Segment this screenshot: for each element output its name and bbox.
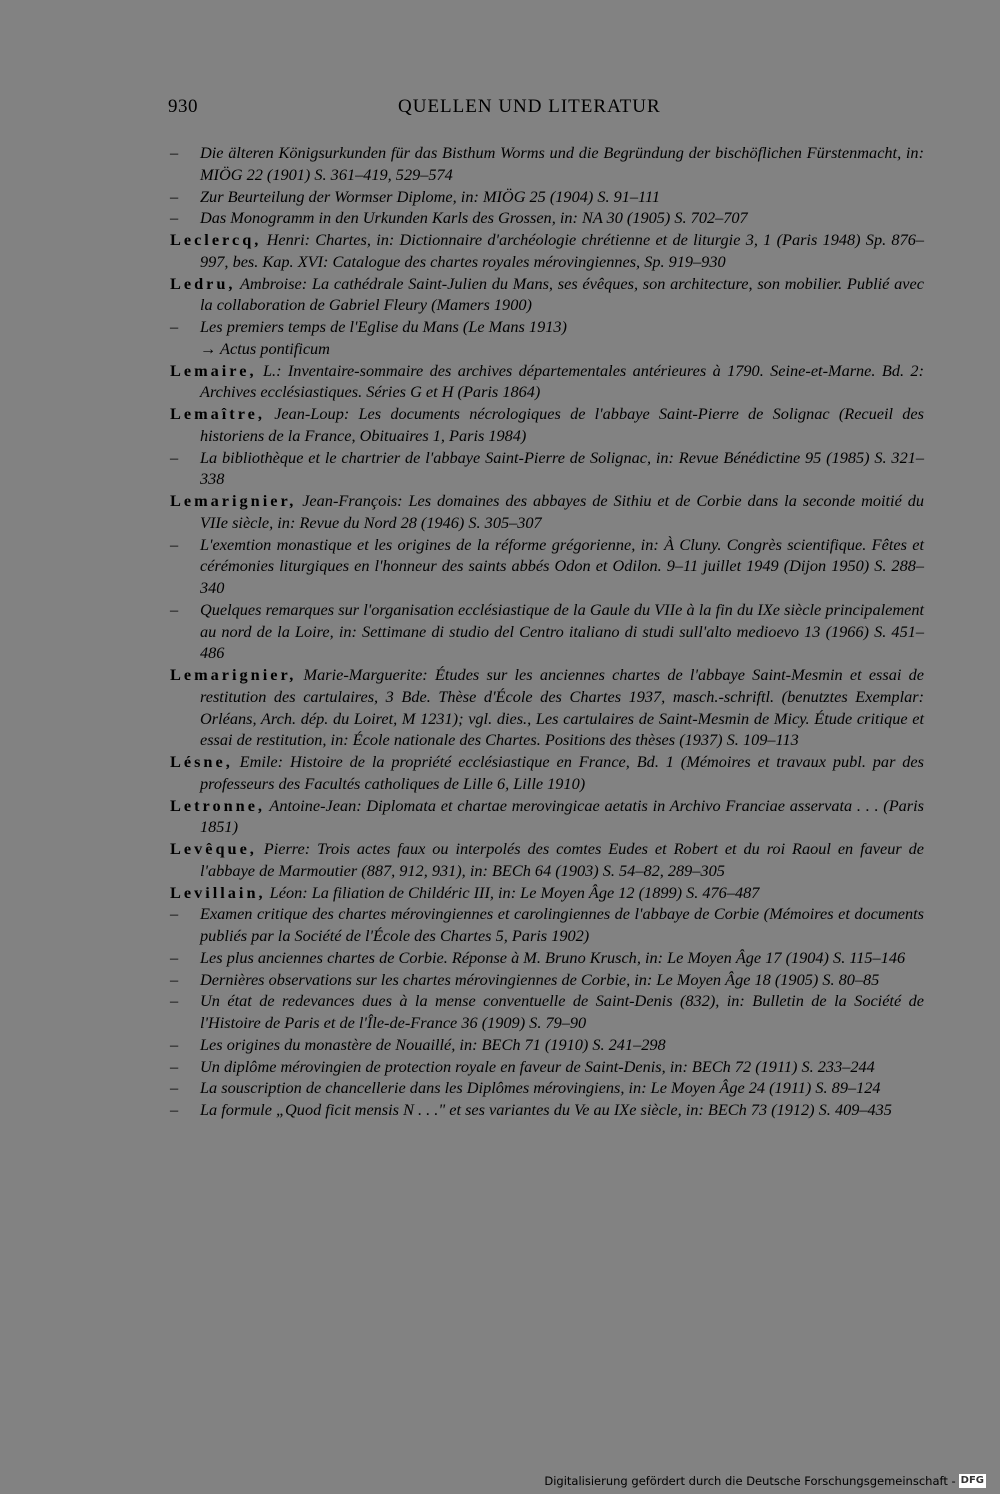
dfg-logo: DFG — [960, 1475, 984, 1486]
author-name: Lemaire, — [170, 360, 257, 380]
bibliography-entry — [170, 273, 924, 317]
bibliography-entry — [170, 338, 924, 360]
dash-marker: – — [170, 947, 179, 967]
entry-text: Un état de redevances dues à la mense conventuelle de Saint-Denis (832), in: Bulletin de la Société de l'Histoire de Paris et de l'Île-de-France 36 (1909) S. 79–90 — [200, 991, 924, 1032]
author-name: Levêque, — [170, 839, 257, 858]
entry-text: L.: Inventaire-sommaire des archives départementales antérieures à 1790. Seine-et-Marne. Bd. 2: Archives ecclésiastiques. Séries G et H (Paris 1864) — [200, 360, 924, 402]
bibliography-entry — [170, 969, 924, 991]
bibliography-entry — [170, 403, 924, 447]
bibliography-entry — [170, 751, 924, 795]
bibliography-entry — [170, 229, 924, 273]
entry-text: Jean-Loup: Les documents nécrologiques de l'abbaye Saint-Pierre de Solignac (Recueil des historiens de la France, Obituaires 1, Paris 1984) — [200, 404, 924, 445]
author-name: Levillain, — [170, 882, 266, 902]
entry-text: La formule „Quod ficit mensis N . . ." et ses variantes du Ve au IXe siècle, in: BECh 73 (1912) S. 409–435 — [200, 1100, 892, 1119]
entry-text: Examen critique des chartes mérovingiennes et carolingiennes de l'abbaye de Corbie (Mémoires et documents publiés par la Société de l'École des Chartes 5, Paris 1902) — [200, 904, 924, 945]
dash-marker: – — [170, 991, 179, 1011]
bibliography-entry — [170, 947, 924, 969]
dash-marker: – — [170, 447, 179, 467]
dash-marker: – — [170, 1078, 179, 1098]
bibliography-entry — [170, 360, 924, 404]
bibliography-entry — [170, 990, 924, 1034]
dash-marker: – — [170, 1034, 179, 1054]
bibliography-entry — [170, 186, 924, 208]
entry-text: Die älteren Königsurkunden für das Bisthum Worms und die Begründung der bischöflichen Fürstenmacht, in: MIÖG 22 (1901) S. 361–419, 529–574 — [200, 143, 924, 184]
dash-marker: – — [170, 534, 179, 554]
bibliography-entry — [170, 664, 924, 751]
author-name: Leclercq, — [170, 230, 262, 249]
dash-marker: – — [170, 904, 179, 924]
entry-text: Pierre: Trois actes faux ou interpolés des comtes Eudes et Robert et du roi Raoul en faveur de l'abbaye de Marmoutier (887, 912, 931), in: BECh 64 (1903) S. 54–82, 289–305 — [200, 839, 924, 880]
bibliography-entry — [170, 490, 924, 534]
entry-text: Léon: La filiation de Childéric III, in: Le Moyen Âge 12 (1899) S. 476–487 — [265, 882, 760, 902]
entry-text: Antoine-Jean: Diplomata et chartae merovingicae aetatis in Archivo Franciae asservata . . . (Paris 1851) — [200, 795, 924, 837]
running-title: QUELLEN UND LITERATUR — [398, 96, 661, 117]
entry-text: Emile: Histoire de la propriété ecclésiastique en France, Bd. 1 (Mémoires et travaux publ. par des professeurs des Facultés catholiques de Lille 6, Lille 1910) — [200, 752, 924, 793]
dash-marker: – — [170, 1100, 179, 1119]
bibliography-entry — [170, 903, 924, 947]
dash-marker: – — [170, 317, 179, 336]
bibliography-entry — [170, 599, 924, 664]
entry-text: Zur Beurteilung der Wormser Diplome, in: MIÖG 25 (1904) S. 91–111 — [200, 186, 661, 206]
bibliography-entry — [170, 447, 924, 491]
entry-text: La souscription de chancellerie dans les Diplômes mérovingiens, in: Le Moyen Âge 24 (1911) S. 89–124 — [200, 1078, 881, 1098]
author-name: Lemaître, — [170, 404, 265, 423]
author-name: Lemarignier, — [170, 665, 297, 684]
author-name: Lemarignier, — [170, 491, 297, 510]
entry-text: Dernières observations sur les chartes mérovingiennes de Corbie, in: Le Moyen Âge 18 (1905) S. 80–85 — [200, 969, 880, 989]
bibliography-entry — [170, 142, 924, 186]
page-number: 930 — [168, 96, 198, 117]
dash-marker: – — [170, 186, 179, 206]
entry-text: Les plus anciennes chartes de Corbie. Réponse à M. Bruno Krusch, in: Le Moyen Âge 17 (1904) S. 115–146 — [200, 947, 906, 967]
entry-text: Jean-François: Les domaines des abbayes de Sithiu et de Corbie dans la seconde moitié du VIIe siècle, in: Revue du Nord 28 (1946) S. 305–307 — [200, 491, 924, 532]
entry-text: Marie-Marguerite: Études sur les anciennes chartes de l'abbaye Saint-Mesmin et essai de restitution des cartulaires, 3 Bde. Thèse d'École des Chartes 1937, masch.-schriftl. (benutztes Exemplar: Orléans, Arch. dép. du Loiret, M 1231); vgl. dies., Les cartulaires de Saint-Mesmin de Micy. Étude critique et essai de restitution, in: École nationale des Chartes. Positions des thèses (1937) S. 109–113 — [200, 665, 924, 750]
bibliography-entry — [170, 1077, 924, 1099]
dash-marker: – — [170, 208, 179, 228]
footer-text: Digitalisierung gefördert durch die Deutsche Forschungsgemeinschaft - — [544, 1474, 956, 1488]
dash-marker: – — [170, 1056, 179, 1076]
bibliography-entry — [170, 316, 924, 338]
bibliography-entry — [170, 1056, 924, 1078]
entry-text: L'exemtion monastique et les origines de la réforme grégorienne, in: À Cluny. Congrès scientifique. Fêtes et cérémonies liturgiques en l'honneur des saints abbés Odon et Odilon. 9–11 juillet 1949 (Dijon 1950) S. 288–340 — [200, 534, 924, 597]
dash-marker: – — [170, 969, 179, 989]
bibliography-entry — [170, 882, 924, 904]
bibliography-entry — [170, 1034, 924, 1056]
entry-text: Henri: Chartes, in: Dictionnaire d'archéologie chrétienne et de liturgie 3, 1 (Paris 1948) Sp. 876–997, bes. Kap. XVI: Catalogue des chartes royales mérovingiennes, Sp. 919–930 — [200, 230, 924, 271]
bibliography-entry — [170, 795, 924, 839]
entry-text: Ambroise: La cathédrale Saint-Julien du Mans, ses évêques, son architecture, son mobilier. Publié avec la collaboration de Gabriel Fleury (Mamers 1900) — [200, 273, 924, 315]
bibliography-entry — [170, 534, 924, 599]
entry-text: → Actus pontificum — [200, 338, 330, 358]
author-name: Ledru, — [170, 273, 236, 293]
entry-text: Un diplôme mérovingien de protection royale en faveur de Saint-Denis, in: BECh 72 (1911) S. 233–244 — [200, 1056, 875, 1076]
bibliography-entry — [170, 1099, 924, 1121]
bibliography-list — [170, 142, 924, 1121]
entry-text: Les origines du monastère de Nouaillé, in: BECh 71 (1910) S. 241–298 — [200, 1034, 666, 1054]
dash-marker: – — [170, 599, 179, 619]
footer — [544, 1474, 986, 1488]
entry-text: La bibliothèque et le chartrier de l'abbaye Saint-Pierre de Solignac, in: Revue Bénédictine 95 (1985) S. 321–338 — [200, 447, 924, 489]
bibliography-entry — [170, 838, 924, 882]
entry-text: Les premiers temps de l'Eglise du Mans (Le Mans 1913) — [200, 317, 567, 336]
dash-marker: – — [170, 143, 179, 162]
entry-text: Quelques remarques sur l'organisation ecclésiastique de la Gaule du VIIe à la fin du IXe siècle principalement au nord de la Loire, in: Settimane di studio del Centro italiano di studi sull'alto medioevo 13 (1966) S. 451–486 — [200, 599, 924, 663]
author-name: Lésne, — [170, 752, 233, 771]
author-name: Letronne, — [170, 795, 265, 815]
bibliography-entry — [170, 207, 924, 229]
entry-text: Das Monogramm in den Urkunden Karls des Grossen, in: NA 30 (1905) S. 702–707 — [200, 208, 748, 228]
